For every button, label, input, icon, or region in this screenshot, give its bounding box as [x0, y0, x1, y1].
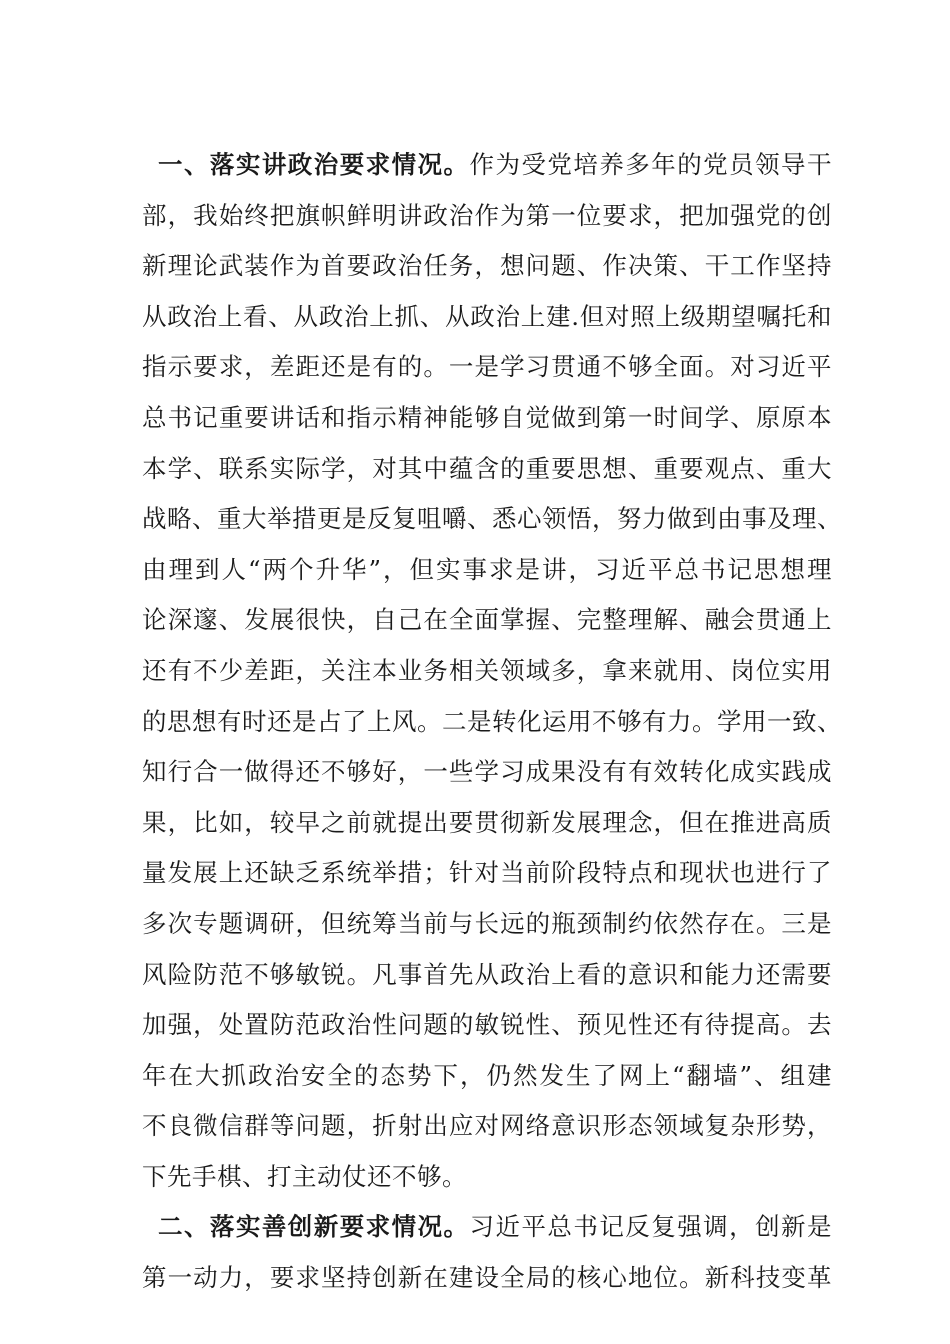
paragraph-line: 论深邃、发展很快，自己在全面掌握、完整理解、融会贯通上	[142, 605, 832, 635]
paragraph-line: 果，比如，较早之前就提出要贯彻新发展理念，但在推进高质	[142, 807, 832, 837]
section-heading-innovation: 二、落实善创新要求情况。	[158, 1212, 470, 1242]
paragraph-text: 习近平总书记反复强调，创新是	[469, 1212, 833, 1242]
paragraph-line: 的思想有时还是占了上风。二是转化运用不够有力。学用一致、	[142, 706, 842, 736]
paragraph-first-line	[142, 1208, 832, 1259]
paragraph-text: 作为受党培养多年的党员领导干	[469, 150, 833, 179]
paragraph-line: 还有不少差距，关注本业务相关领域多，拿来就用、岗位实用	[142, 655, 832, 685]
document-body	[142, 146, 842, 1310]
paragraph-line: 指示要求，差距还是有的。一是学习贯通不够全面。对习近平	[142, 352, 832, 382]
paragraph-political	[142, 146, 842, 1208]
paragraph-line: 加强，处置防范政治性问题的敏锐性、预见性还有待提高。去	[142, 1010, 832, 1040]
section-heading-political: 一、落实讲政治要求情况。	[158, 150, 470, 179]
paragraph-innovation	[142, 1208, 832, 1309]
paragraph-line: 不良微信群等问题，折射出应对网络意识形态领域复杂形势，	[142, 1111, 832, 1141]
paragraph-line: 多次专题调研，但统筹当前与长远的瓶颈制约依然存在。三是	[142, 908, 832, 938]
paragraph-line: 风险防范不够敏锐。凡事首先从政治上看的意识和能力还需要	[142, 959, 832, 989]
paragraph-line: 年在大抓政治安全的态势下，仍然发生了网上“翻墙”、组建	[142, 1060, 832, 1090]
paragraph-line: 第一动力，要求坚持创新在建设全局的核心地位。新科技变革	[142, 1263, 832, 1293]
paragraph-last-line: 下先手棋、打主动仗还不够。	[142, 1161, 467, 1191]
paragraph-line: 从政治上看、从政治上抓、从政治上建.但对照上级期望嘱托和	[142, 301, 832, 331]
paragraph-line: 部，我始终把旗帜鲜明讲政治作为第一位要求，把加强党的创	[142, 200, 832, 230]
paragraph-line: 战略、重大举措更是反复咀嚼、悉心领悟，努力做到由事及理、	[142, 504, 842, 534]
paragraph-line: 由理到人“两个升华”，但实事求是讲，习近平总书记思想理	[142, 554, 832, 584]
paragraph-line: 本学、联系实际学，对其中蕴含的重要思想、重要观点、重大	[142, 453, 832, 483]
paragraph-line: 量发展上还缺乏系统举措；针对当前阶段特点和现状也进行了	[142, 858, 832, 888]
paragraph-line: 新理论武装作为首要政治任务，想问题、作决策、干工作坚持	[142, 251, 832, 281]
paragraph-line: 总书记重要讲话和指示精神能够自觉做到第一时间学、原原本	[142, 402, 832, 432]
paragraph-first-line	[142, 146, 832, 197]
paragraph-line: 知行合一做得还不够好，一些学习成果没有有效转化成实践成	[142, 757, 832, 787]
